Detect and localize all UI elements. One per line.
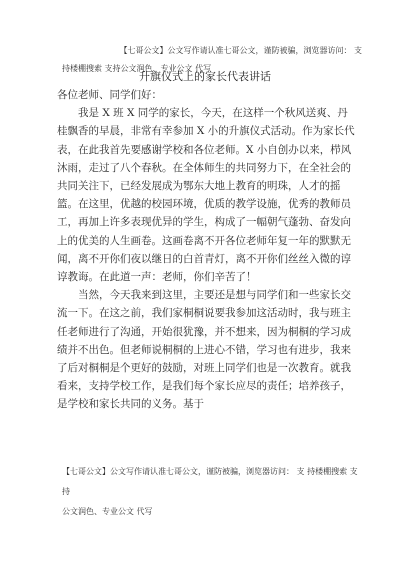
header-note-line-2: 持楼棚搜索 支持公文润色、专业公文 代写 bbox=[62, 64, 212, 73]
document-title: 升旗仪式上的家长代表讲话 bbox=[139, 70, 271, 83]
paragraph-2: 当然，今天我来到这里，主要还是想与同学们和一些家长交流一下。在这之前，我们家桐桐说要我参加这活动时，我与班主任老师进行了沟通，开始很犹豫，并不想来，因为桐桐的学习成绩并不出色。但老师说桐桐的上进心不错，学习也有进步，我来了后对桐桐是个更好的鼓励，对班上同学们也是一次教育。就我看来，支持学校工作，是我们每个家长应尽的责任；培养孩子，是学校和家长共同的义务。基于 bbox=[57, 289, 351, 411]
document-body bbox=[57, 86, 357, 414]
footer-note-line-2: 公文润色、专业公文 代写 bbox=[62, 507, 153, 516]
footer-watermark-note bbox=[62, 462, 362, 522]
footer-note-line-1: 【七哥公文】公文写作请认准七哥公文，谨防被骗，浏览器访问： 支 持楼棚搜索 支持 bbox=[62, 467, 358, 496]
paragraph-1: 我是 X 班 X 同学的家长，今天，在这样一个秋风送爽、丹桂飘香的早晨，非常有幸参加 X 小的升旗仪式活动。作为家长代表，在此我首先要感谢学校和各位老师。X 小自创办以来，栉风沐雨，走过了八个春秋。在全体师生的共同努力下，在全社会的共同关注下，已经发展成为鄂东大地上教育的明珠，人才的摇篮。在这里，优越的校园环境，优质的教学设施，优秀的教师员工，再加上许多表现优异的学生，构成了一幅朝气蓬勃、奋发向上的优美的人生画卷。这画卷离不开各位老师年复一年的默默无闻，离不开你们夜以继日的白首青灯，离不开你们丝丝入微的谆谆教诲。在此道一声：老师，你们辛苦了！ bbox=[57, 107, 355, 284]
salutation: 各位老师、同学们好： bbox=[57, 89, 162, 101]
header-note-line-1: 【七哥公文】公文写作请认准七哥公文，谨防被骗，浏览器访问： 支 bbox=[119, 46, 362, 55]
